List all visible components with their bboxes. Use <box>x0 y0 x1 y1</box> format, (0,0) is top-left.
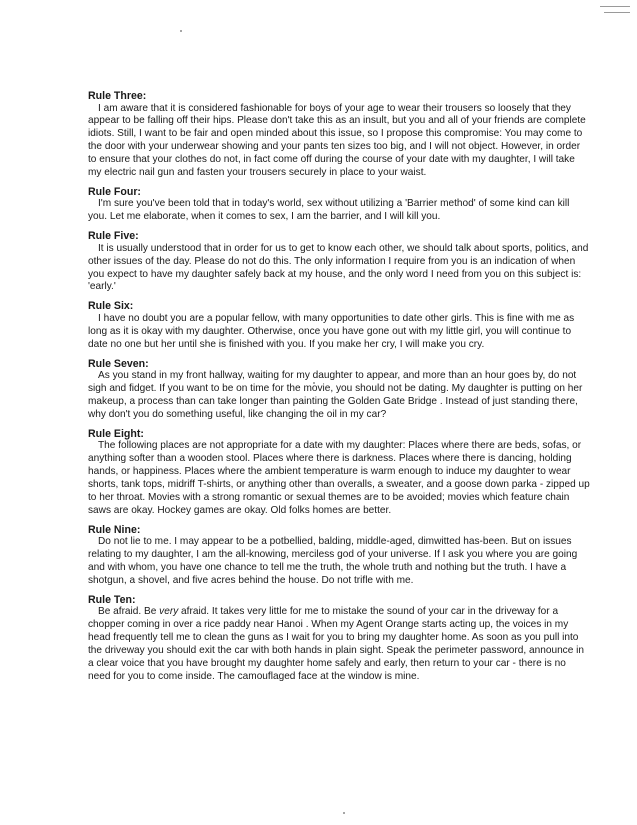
rule-body: I have no doubt you are a popular fellow, with many opportunities to date other girls. This is fine with me as long as it is okay with my daughter. Otherwise, once you have gone out with my little girl, you will continue to date no one but her until she is finished with you. If you make her cry, I will make you cry. <box>88 312 575 350</box>
rule-title: Rule Eight: <box>88 427 144 440</box>
rule-three <box>88 90 590 180</box>
document-page <box>88 90 590 690</box>
rule-title: Rule Four: <box>88 185 141 198</box>
rule-title: Rule Six: <box>88 300 134 313</box>
rule-title: Rule Five: <box>88 230 139 243</box>
rule-body: It is usually understood that in order for us to get to know each other, we should talk about sports, politics, and other issues of the day. Please do not do this. The only information I require from you is an indication of when you expect to have my daughter safely back at my house, and the only word I need from you on this subject is: 'early.' <box>88 242 589 293</box>
rule-four <box>88 186 590 224</box>
rule-body: I am aware that it is considered fashionable for boys of your age to wear their trousers so loosely that they appear to be falling off their hips. Please don't take this as an insult, but you and all of your friends are complete idiots. Still, I want to be fair and open minded about this issue, so I propose this compromise: You may come to the door with your underwear showing and your pants ten sizes too big, and I will not object. However, in order to ensure that your clothes do not, in fact come off during the course of your date with my daughter, I will take my electric nail gun and fasten your trousers securely in place to your waist. <box>88 102 586 179</box>
rule-body-rest: afraid. It takes very little for me to mistake the sound of your car in the driveway for a chopper coming in over a rice paddy near Hanoi . When my Agent Orange starts acting up, the voices in my head frequently tell me to clean the guns as I wait for you to bring my daughter home. As soon as you pull into the driveway you should exit the car with both hands in plain sight. Speak the perimeter password, announce in a clear voice that you have brought my daughter home safely and early, then return to your car - there is no need for you to come inside. The camouflaged face at the window is mine. <box>88 606 585 682</box>
rule-body <box>88 606 590 683</box>
rule-title: Rule Three: <box>88 90 147 102</box>
rule-eight <box>88 428 590 518</box>
rule-body: The following places are not appropriate for a date with my daughter: Places where there are beds, sofas, or anything softer than a wooden stool. Places where there is darkness. Places where there is dancing, holding hands, or happiness. Places where the ambient temperature is warm enough to induce my daughter to wear shorts, tank tops, midriff T-shirts, or anything other than overalls, a sweater, and a goose down parka - zipped up to her throat. Movies with a strong romantic or sexual themes are to be avoided; movies which feature chain saws are okay. Hockey games are okay. Old folks homes are better. <box>88 440 590 516</box>
scan-speck <box>343 812 345 814</box>
rule-title: Rule Nine: <box>88 523 141 536</box>
rule-nine <box>88 524 590 588</box>
rule-title: Rule Ten: <box>88 593 136 606</box>
scan-edge-mark <box>604 12 630 13</box>
rule-body: Do not lie to me. I may appear to be a potbellied, balding, middle-aged, dimwitted has-been. But on issues relating to my daughter, I am the all-knowing, merciless god of your universe. If I ask you where you are going and with whom, you have one chance to tell me the truth, the whole truth and nothing but the truth. I have a shotgun, a shovel, and five acres behind the house. Do not trifle with me. <box>88 536 578 586</box>
rule-body-start: Be afraid. Be <box>98 606 160 618</box>
rule-six <box>88 300 590 351</box>
rule-body: I'm sure you've been told that in today's world, sex without utilizing a 'Barrier method' of some kind can kill you. Let me elaborate, when it comes to sex, I am the barrier, and I will kill you. <box>88 198 570 223</box>
scan-speck <box>180 30 182 32</box>
scan-edge-mark <box>600 6 630 7</box>
rule-body: As you stand in my front hallway, waiting for my daughter to appear, and more than an hour goes by, do not sigh and fidget. If you want to be on time for the movie, you should not be dating. My daughter is putting on her makeup, a process than can take longer than painting the Golden Gate Bridge . Instead of just standing there, why don't you do something useful, like changing the oil in my car? <box>88 370 583 420</box>
rule-title: Rule Seven: <box>88 357 149 370</box>
rule-ten <box>88 594 590 684</box>
rule-seven <box>88 358 590 422</box>
rule-body-emphasis: very <box>159 606 179 618</box>
rule-five <box>88 230 590 294</box>
